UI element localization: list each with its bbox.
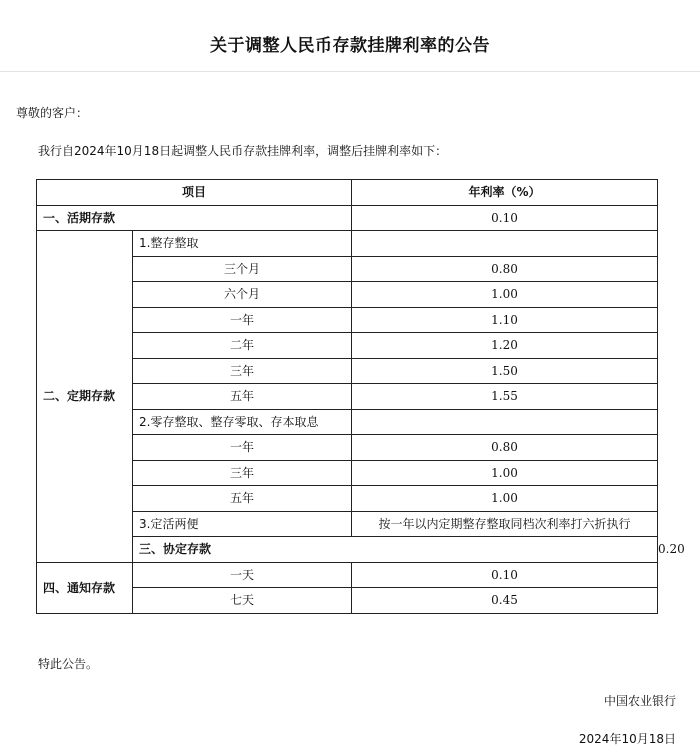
rate-cell: 0.80 bbox=[352, 435, 658, 461]
page-title: 关于调整人民币存款挂牌利率的公告 bbox=[210, 36, 490, 56]
term-cell: 三年 bbox=[133, 460, 352, 486]
table-row-demand bbox=[37, 205, 658, 231]
term-cell: 一天 bbox=[133, 562, 352, 588]
rate-cell: 1.50 bbox=[352, 358, 658, 384]
term-cell: 一年 bbox=[133, 307, 352, 333]
term-cell: 五年 bbox=[133, 486, 352, 512]
category-fixed: 二、定期存款 bbox=[37, 231, 133, 563]
subcategory-lump-sum: 1.整存整取 bbox=[133, 231, 352, 257]
table-row bbox=[37, 231, 658, 257]
category-agreement: 三、协定存款 bbox=[133, 537, 658, 563]
rate-cell: 1.00 bbox=[352, 486, 658, 512]
intro-paragraph: 我行自2024年10月18日起调整人民币存款挂牌利率，调整后挂牌利率如下： bbox=[38, 144, 448, 158]
greeting: 尊敬的客户： bbox=[16, 106, 89, 120]
flexible-note: 按一年以内定期整存整取同档次利率打六折执行 bbox=[352, 511, 658, 537]
term-cell: 二年 bbox=[133, 333, 352, 359]
empty-cell bbox=[352, 231, 658, 257]
bank-name: 中国农业银行 bbox=[603, 694, 676, 708]
term-cell: 三年 bbox=[133, 358, 352, 384]
title-divider bbox=[0, 71, 700, 72]
subcategory-installment: 2.零存整取、整存零取、存本取息 bbox=[133, 409, 352, 435]
term-cell: 三个月 bbox=[133, 256, 352, 282]
rate-cell: 1.20 bbox=[352, 333, 658, 359]
table-header-row bbox=[37, 180, 658, 206]
rate-cell: 1.00 bbox=[352, 282, 658, 308]
closing-statement: 特此公告。 bbox=[38, 657, 99, 671]
term-cell: 七天 bbox=[133, 588, 352, 614]
empty-cell bbox=[352, 409, 658, 435]
category-notice: 四、通知存款 bbox=[37, 562, 133, 613]
table-row bbox=[37, 562, 658, 588]
table-row-agreement: 三、协定存款 0.20 bbox=[37, 537, 658, 563]
announcement-date: 2024年10月18日 bbox=[578, 732, 676, 746]
rate-cell: 1.10 bbox=[352, 307, 658, 333]
term-cell: 五年 bbox=[133, 384, 352, 410]
rate-cell: 1.00 bbox=[352, 460, 658, 486]
term-cell: 一年 bbox=[133, 435, 352, 461]
rate-cell: 1.55 bbox=[352, 384, 658, 410]
header-rate: 年利率（%） bbox=[352, 180, 658, 206]
rate-table bbox=[36, 179, 685, 614]
rate-cell: 0.45 bbox=[352, 588, 658, 614]
category-demand: 一、活期存款 bbox=[37, 205, 352, 231]
rate-cell: 0.10 bbox=[352, 562, 658, 588]
term-cell: 六个月 bbox=[133, 282, 352, 308]
subcategory-flexible: 3.定活两便 bbox=[133, 511, 352, 537]
rate-demand: 0.10 bbox=[352, 205, 658, 231]
header-item: 项目 bbox=[37, 180, 352, 206]
rate-cell: 0.80 bbox=[352, 256, 658, 282]
